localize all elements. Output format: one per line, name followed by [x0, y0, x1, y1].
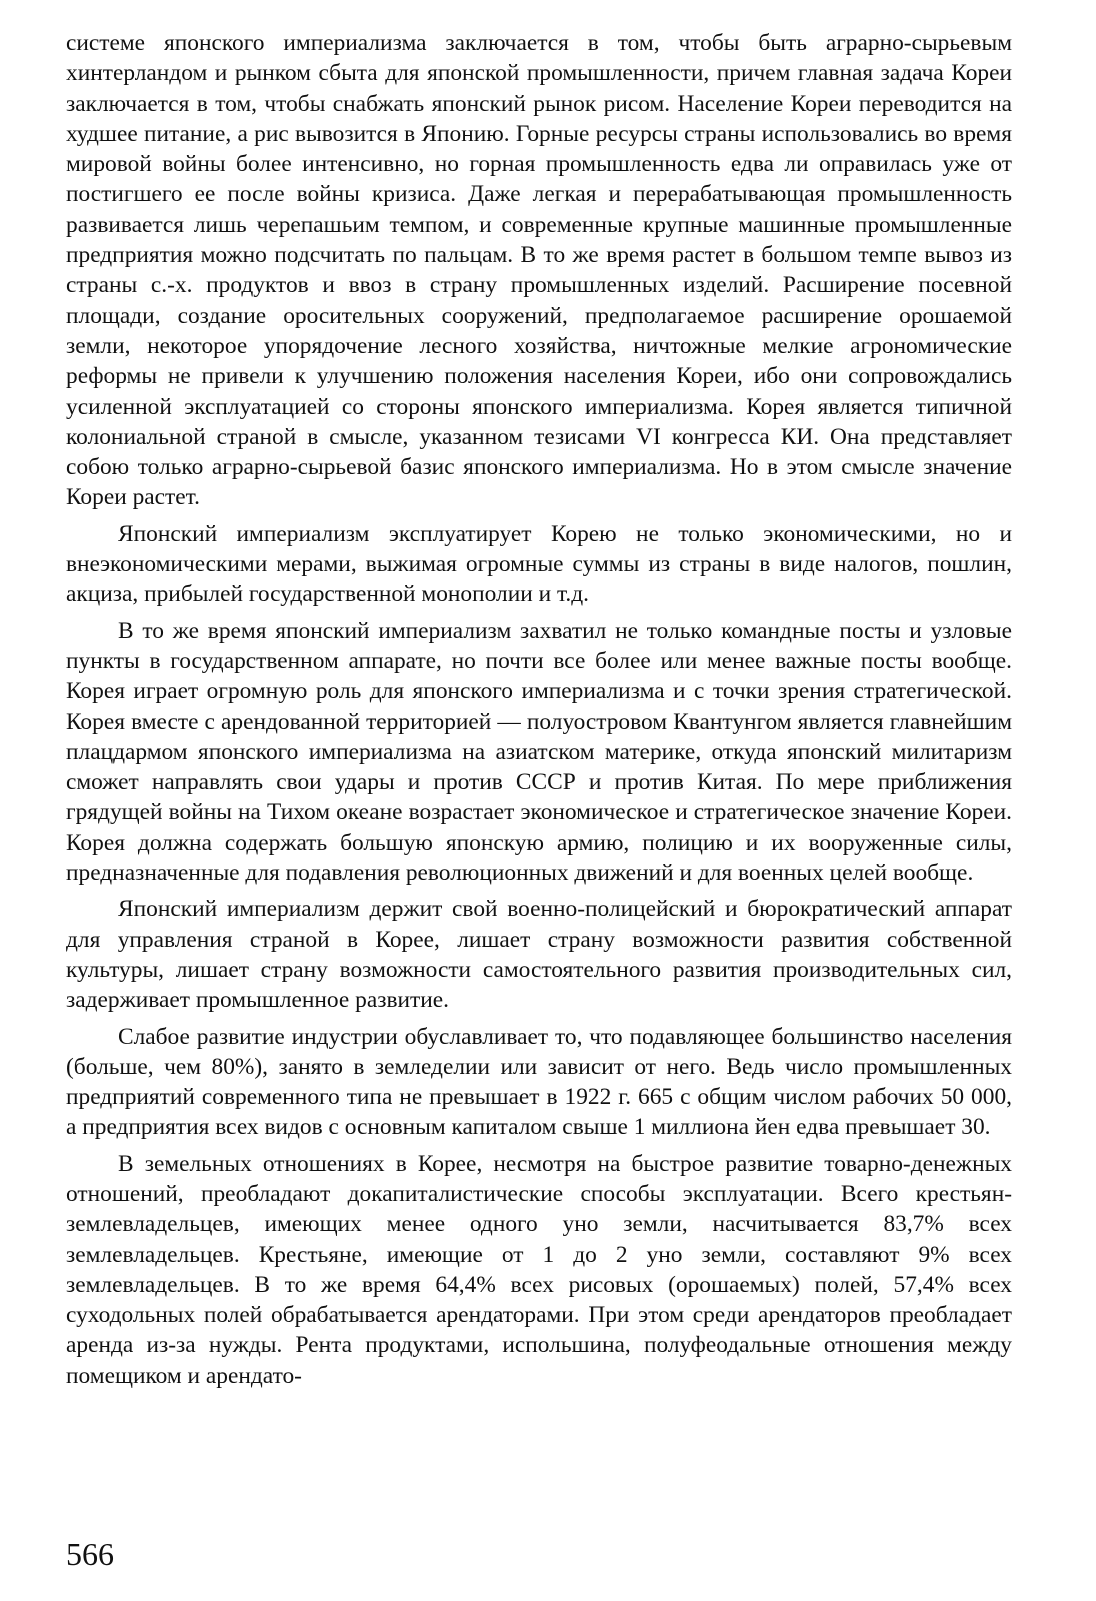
page-number: 566: [66, 1536, 114, 1572]
paragraph-1: системе японского империализма заключается в том, чтобы быть аграрно-сырьевым хинтерландом и рынком сбыта для японской промышленности, причем главная задача Кореи заключается в том, чтобы снабжать японский рынок рисом. Население Кореи переводится на худшее питание, а рис вывозится в Японию. Горные ресурсы страны использовались во время мировой войны более интенсивно, но горная промышленность едва ли оправилась уже от постигшего ее после войны кризиса. Даже легкая и перерабатывающая промышленность развивается лишь черепашьим темпом, и современные крупные машинные промышленные предприятия можно подсчитать по пальцам. В то же время растет в большом темпе вывоз из страны с.-х. продуктов и ввоз в страну промышленных изделий. Расширение посевной площади, создание оросительных сооружений, предполагаемое расширение орошаемой земли, некоторое упорядочение лесного хозяйства, ничтожные мелкие агрономические реформы не привели к улучшению положения населения Кореи, ибо они сопровождались усиленной эксплуатацией со стороны японского империализма. Корея является типичной колониальной страной в смысле, указанном тезисами VI конгресса КИ. Она представляет собою только аграрно-сырьевой базис японского империализма. Но в этом смысле значение Кореи растет.: [66, 30, 1012, 511]
paragraph-6: В земельных отношениях в Корее, несмотря на быстрое развитие товарно-денежных отношений, преобладают докапиталистические способы эксплуатации. Всего крестьян-землевладельцев, имеющих менее одного уно земли, насчитывается 83,7% всех землевладельцев. Крестьяне, имеющие от 1 до 2 уно земли, составляют 9% всех землевладельцев. В то же время 64,4% всех рисовых (орошаемых) полей, 57,4% всех суходольных полей обрабатывается арендаторами. При этом среди арендаторов преобладает аренда из-за нужды. Рента продуктами, испольшина, полуфеодальные отношения между помещиком и арендато-: [66, 1150, 1012, 1389]
paragraph-4: Японский империализм держит свой военно-полицейский и бюрократический аппарат для управления страной в Корее, лишает страну возможности развития собственной культуры, лишает страну возможности самостоятельного развития производительных сил, задерживает промышленное развитие.: [66, 896, 1012, 1014]
paragraph-5: Слабое развитие индустрии обуславливает то, что подавляющее большинство населения (больше, чем 80%), занято в земледелии или зависит от него. Ведь число промышленных предприятий современного типа не превышает в 1922 г. 665 с общим числом рабочих 50 000, а предприятия всех видов с основным капиталом свыше 1 миллиона йен едва превышает 30.: [66, 1023, 1012, 1141]
page-body: [66, 28, 1012, 1397]
paragraph-3: В то же время японский империализм захватил не только командные посты и узловые пункты в государственном аппарате, но почти все более или менее важные посты вообще. Корея играет огромную роль для японского империализма и с точки зрения стратегической. Корея вместе с арендованной территорией — полуостровом Квантунгом является главнейшим плацдармом японского империализма на азиатском материке, откуда японский милитаризм сможет направлять свои удары и против СССР и против Китая. По мере приближения грядущей войны на Тихом океане возрастает экономическое и стратегическое значение Кореи. Корея должна содержать большую японскую армию, полицию и их вооруженные силы, предназначенные для подавления революционных движений и для военных целей вообще.: [66, 617, 1012, 887]
paragraph-2: Японский империализм эксплуатирует Корею не только экономическими, но и внеэкономическими мерами, выжимая огромные суммы из страны в виде налогов, пошлин, акциза, прибылей государственной монополии и т.д.: [66, 520, 1012, 608]
